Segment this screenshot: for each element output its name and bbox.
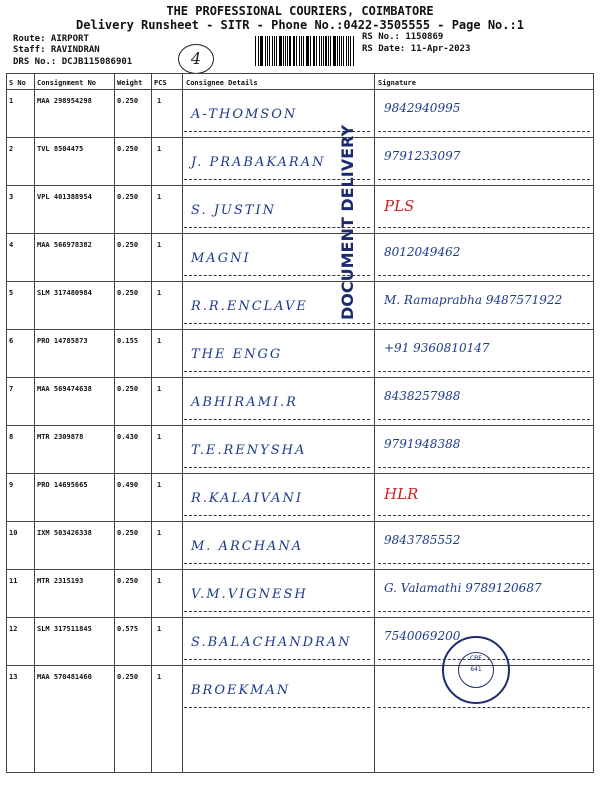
row-signature: +91 9360810147 [384, 341, 490, 355]
row-consignment-no: MTR 2309878 [37, 433, 84, 441]
row-consignment-no: SLM 317480984 [37, 289, 92, 297]
row-consignee-name: MAGNI [191, 251, 251, 266]
row-signature: HLR [384, 485, 419, 503]
col-header-signature: Signature [378, 79, 416, 87]
row-sno: 1 [9, 97, 14, 105]
col-header-weight: Weight [117, 79, 143, 87]
row-pcs: 1 [157, 673, 162, 681]
row-signature: 9791233097 [384, 149, 461, 163]
page-title: THE PROFESSIONAL COURIERS, COIMBATORE [166, 4, 434, 18]
row-consignee-name: BROEKMAN [191, 683, 291, 698]
row-consignee-name: S.BALACHANDRAN [191, 635, 352, 650]
row-consignment-no: SLM 317511845 [37, 625, 92, 633]
staff: Staff: RAVINDRAN [13, 45, 100, 55]
row-consignee-name: A-THOMSON [191, 107, 298, 122]
rs-number: RS No.: 1150869 [362, 32, 444, 42]
row-sno: 5 [9, 289, 14, 297]
row-signature: 9843785552 [384, 533, 461, 547]
row-weight: 0.155 [117, 337, 139, 345]
row-consignment-no: VPL 401388954 [37, 193, 92, 201]
row-weight: 0.250 [117, 529, 139, 537]
row-weight: 0.430 [117, 433, 139, 441]
row-sno: 6 [9, 337, 14, 345]
row-signature: M. Ramaprabha 9487571922 [384, 293, 563, 307]
circled-page-mark: 4 [178, 44, 214, 74]
row-weight: 0.250 [117, 385, 139, 393]
row-weight: 0.250 [117, 241, 139, 249]
drs-number: DRS No.: DCJB115086901 [13, 57, 133, 67]
row-signature: G. Valamathi 9789120687 [384, 581, 542, 595]
row-pcs: 1 [157, 337, 162, 345]
barcode [255, 36, 355, 66]
row-sno: 7 [9, 385, 14, 393]
row-signature: 8012049462 [384, 245, 461, 259]
rs-date: RS Date: 11-Apr-2023 [362, 44, 471, 54]
row-signature: 9842940995 [384, 101, 461, 115]
row-consignment-no: MAA 570481460 [37, 673, 92, 681]
company-seal: CBE 641 [442, 636, 510, 704]
col-header-sno: S No [9, 79, 26, 87]
row-consignment-no: PRO 14695665 [37, 481, 88, 489]
row-pcs: 1 [157, 193, 162, 201]
row-pcs: 1 [157, 241, 162, 249]
col-header-consignee: Consignee Details [186, 79, 258, 87]
row-sno: 13 [9, 673, 18, 681]
row-signature: 7540069200 [384, 629, 461, 643]
row-weight: 0.490 [117, 481, 139, 489]
row-consignment-no: MAA 298954298 [37, 97, 92, 105]
col-header-consignment: Consignment No [37, 79, 97, 87]
row-consignment-no: MAA 566978382 [37, 241, 92, 249]
row-sno: 8 [9, 433, 14, 441]
row-sno: 11 [9, 577, 18, 585]
row-weight: 0.250 [117, 577, 139, 585]
row-pcs: 1 [157, 289, 162, 297]
document-delivery-stamp: DOCUMENT DELIVERY [338, 124, 357, 320]
row-weight: 0.250 [117, 97, 139, 105]
row-consignment-no: IXM 503426338 [37, 529, 92, 537]
row-weight: 0.250 [117, 289, 139, 297]
row-consignment-no: PRO 14785873 [37, 337, 88, 345]
row-sno: 10 [9, 529, 18, 537]
row-signature: 8438257988 [384, 389, 461, 403]
row-sno: 9 [9, 481, 14, 489]
row-weight: 0.575 [117, 625, 139, 633]
row-signature: PLS [384, 197, 415, 215]
row-consignee-name: THE ENGG [191, 347, 283, 362]
row-consignee-name: M. ARCHANA [191, 539, 304, 554]
row-consignee-name: S. JUSTIN [191, 203, 276, 218]
row-pcs: 1 [157, 385, 162, 393]
row-consignment-no: MAA 569474638 [37, 385, 92, 393]
row-consignee-name: ABHIRAMI.R [191, 395, 298, 410]
row-sno: 4 [9, 241, 14, 249]
row-consignee-name: T.E.RENYSHA [191, 443, 307, 458]
row-weight: 0.250 [117, 673, 139, 681]
row-consignee-name: R.KALAIVANI [191, 491, 304, 506]
col-header-pcs: PCS [154, 79, 167, 87]
row-consignee-name: R.R.ENCLAVE [191, 299, 308, 314]
route: Route: AIRPORT [13, 34, 89, 44]
page-subtitle: Delivery Runsheet - SITR - Phone No.:0422-3505555 - Page No.:1 [76, 18, 524, 32]
row-pcs: 1 [157, 529, 162, 537]
row-pcs: 1 [157, 145, 162, 153]
row-sno: 3 [9, 193, 14, 201]
row-weight: 0.250 [117, 145, 139, 153]
row-pcs: 1 [157, 577, 162, 585]
row-consignment-no: TVL 8504475 [37, 145, 84, 153]
row-pcs: 1 [157, 97, 162, 105]
row-sno: 2 [9, 145, 14, 153]
row-consignee-name: V.M.VIGNESH [191, 587, 308, 602]
row-sno: 12 [9, 625, 18, 633]
row-consignee-name: J. PRABAKARAN [191, 155, 326, 170]
row-pcs: 1 [157, 433, 162, 441]
row-consignment-no: MTR 2315193 [37, 577, 84, 585]
row-signature: 9791948388 [384, 437, 461, 451]
row-pcs: 1 [157, 481, 162, 489]
row-pcs: 1 [157, 625, 162, 633]
row-weight: 0.250 [117, 193, 139, 201]
